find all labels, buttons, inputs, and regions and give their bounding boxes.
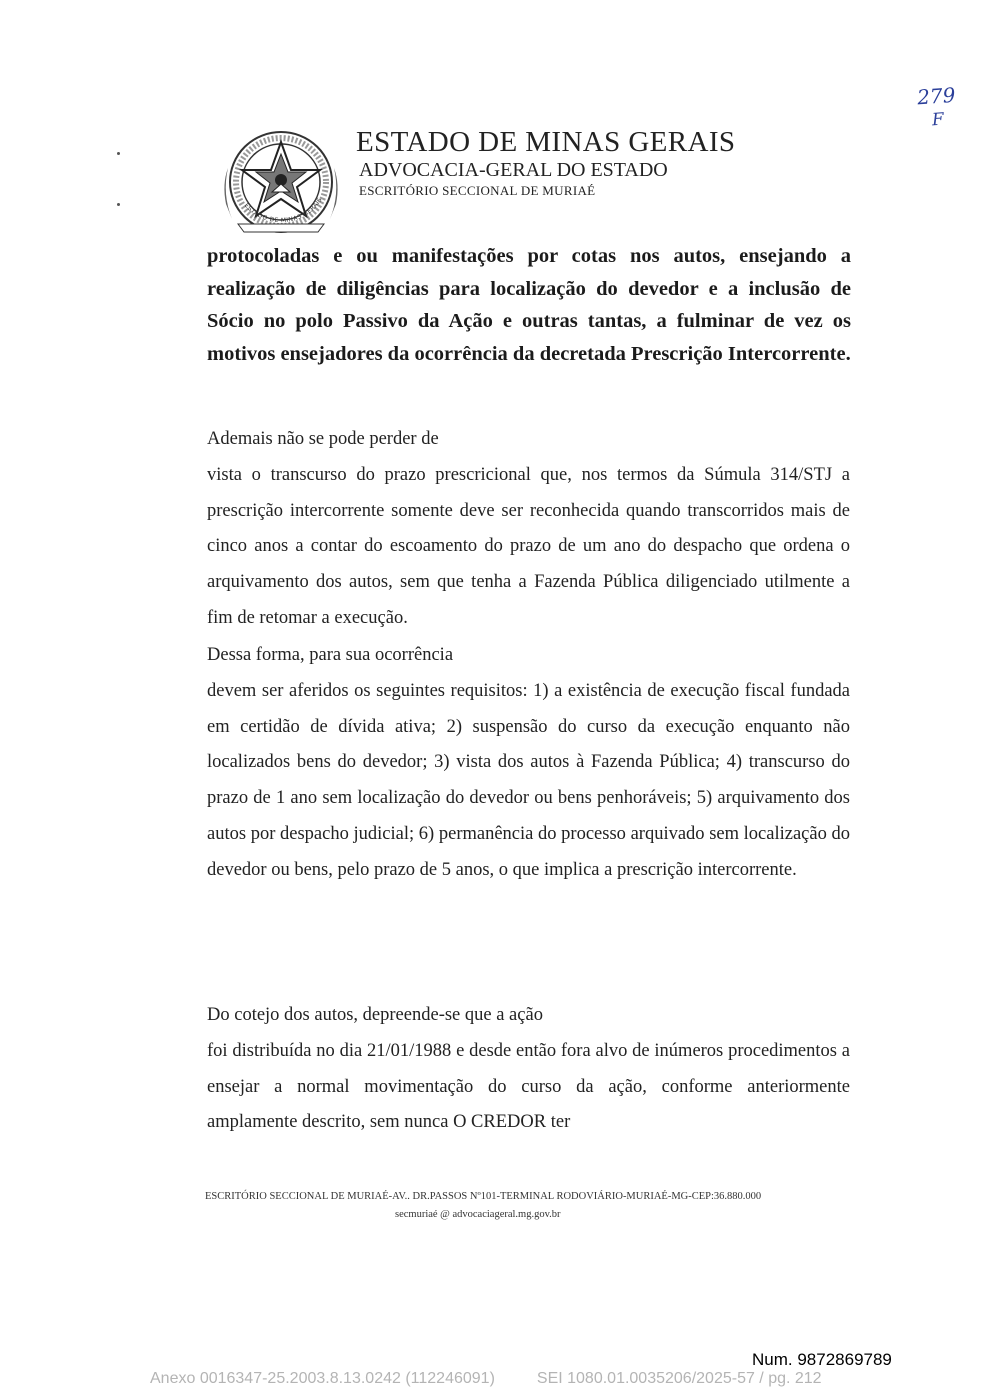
letterhead bbox=[356, 126, 735, 200]
agency-name: ADVOCACIA-GERAL DO ESTADO bbox=[359, 159, 668, 181]
paragraph-body: vista o transcurso do prazo prescricional que, nos termos da Súmula 314/STJ a prescrição intercorrente somente deve ser reconhecida quando transcorridos mais de cinco anos a contar do escoamento do prazo de um ano do despacho que ordena o arquivamento dos autos, sem que tenha a Fazenda Pública diligenciado utilmente a fim de retomar a execução. bbox=[207, 464, 850, 628]
paragraph-body: devem ser aferidos os seguintes requisitos: 1) a existência de execução fiscal fundada em certidão de dívida ativa; 2) suspensão do curso da execução enquanto não localizados bens do devedor; 3) vista dos autos à Fazenda Pública; 4) transcurso do prazo de 1 ano sem localização do devedor ou bens penhoráveis; 5) arquivamento dos autos por despacho judicial; 6) permanência do processo arquivado sem localização do devedor ou bens, pelo prazo de 5 anos, o que implica a prescrição intercorrente. bbox=[207, 680, 850, 880]
document-number: Num. 9872869789 bbox=[752, 1350, 892, 1369]
annex-reference: Anexo 0016347-25.2003.8.13.0242 (112246091) bbox=[150, 1370, 495, 1387]
page-number-letter: F bbox=[931, 109, 945, 131]
footer-email: secmuriaé @ advocaciageral.mg.gov.br bbox=[395, 1209, 561, 1220]
footer bbox=[205, 1190, 805, 1222]
annex-stamp bbox=[150, 1370, 822, 1388]
paragraph-ademais bbox=[207, 422, 850, 637]
handwritten-page-number bbox=[916, 83, 957, 134]
sei-reference: SEI 1080.01.0035206/2025-57 / pg. 212 bbox=[536, 1370, 822, 1387]
paragraph-lead: Ademais não se pode perder de bbox=[207, 429, 439, 449]
paragraph-body: foi distribuída no dia 21/01/1988 e desde então fora alvo de inúmeros procedimentos a ensejar a normal movimentação do curso da ação, conforme anteriormente amplamente descrito, sem nunca O CREDOR ter bbox=[207, 1040, 850, 1133]
bold-paragraph: protocoladas e ou manifestações por cotas nos autos, ensejando a realização de diligências para localização do devedor e a inclusão de Sócio no polo Passivo da Ação e outras tantas, a fulminar de vez os motivos ensejadores da ocorrência da decretada Prescrição Intercorrente. bbox=[207, 245, 851, 365]
paragraph-cotejo bbox=[207, 998, 850, 1141]
state-name: ESTADO DE MINAS GERAIS bbox=[356, 126, 736, 158]
paragraph-dessa-forma bbox=[207, 638, 850, 889]
paragraph-lead: Dessa forma, para sua ocorrência bbox=[207, 645, 454, 665]
state-seal-logo bbox=[214, 124, 348, 240]
scan-speck bbox=[117, 152, 120, 155]
paragraph-lead: Do cotejo dos autos, depreende-se que a ação bbox=[207, 1005, 543, 1025]
scan-speck bbox=[117, 203, 120, 206]
seal-text: ESTADO DE MINAS GERAIS bbox=[242, 196, 324, 225]
office-name: ESCRITÓRIO SECCIONAL DE MURIAÉ bbox=[359, 183, 596, 198]
page-number-value: 279 bbox=[916, 82, 957, 110]
footer-address: ESCRITÓRIO SECCIONAL DE MURIAÉ-AV.. DR.PASSOS Nº101-TERMINAL RODOVIÁRIO-MURIAÉ-MG-CEP:36.880.000 bbox=[205, 1191, 762, 1202]
